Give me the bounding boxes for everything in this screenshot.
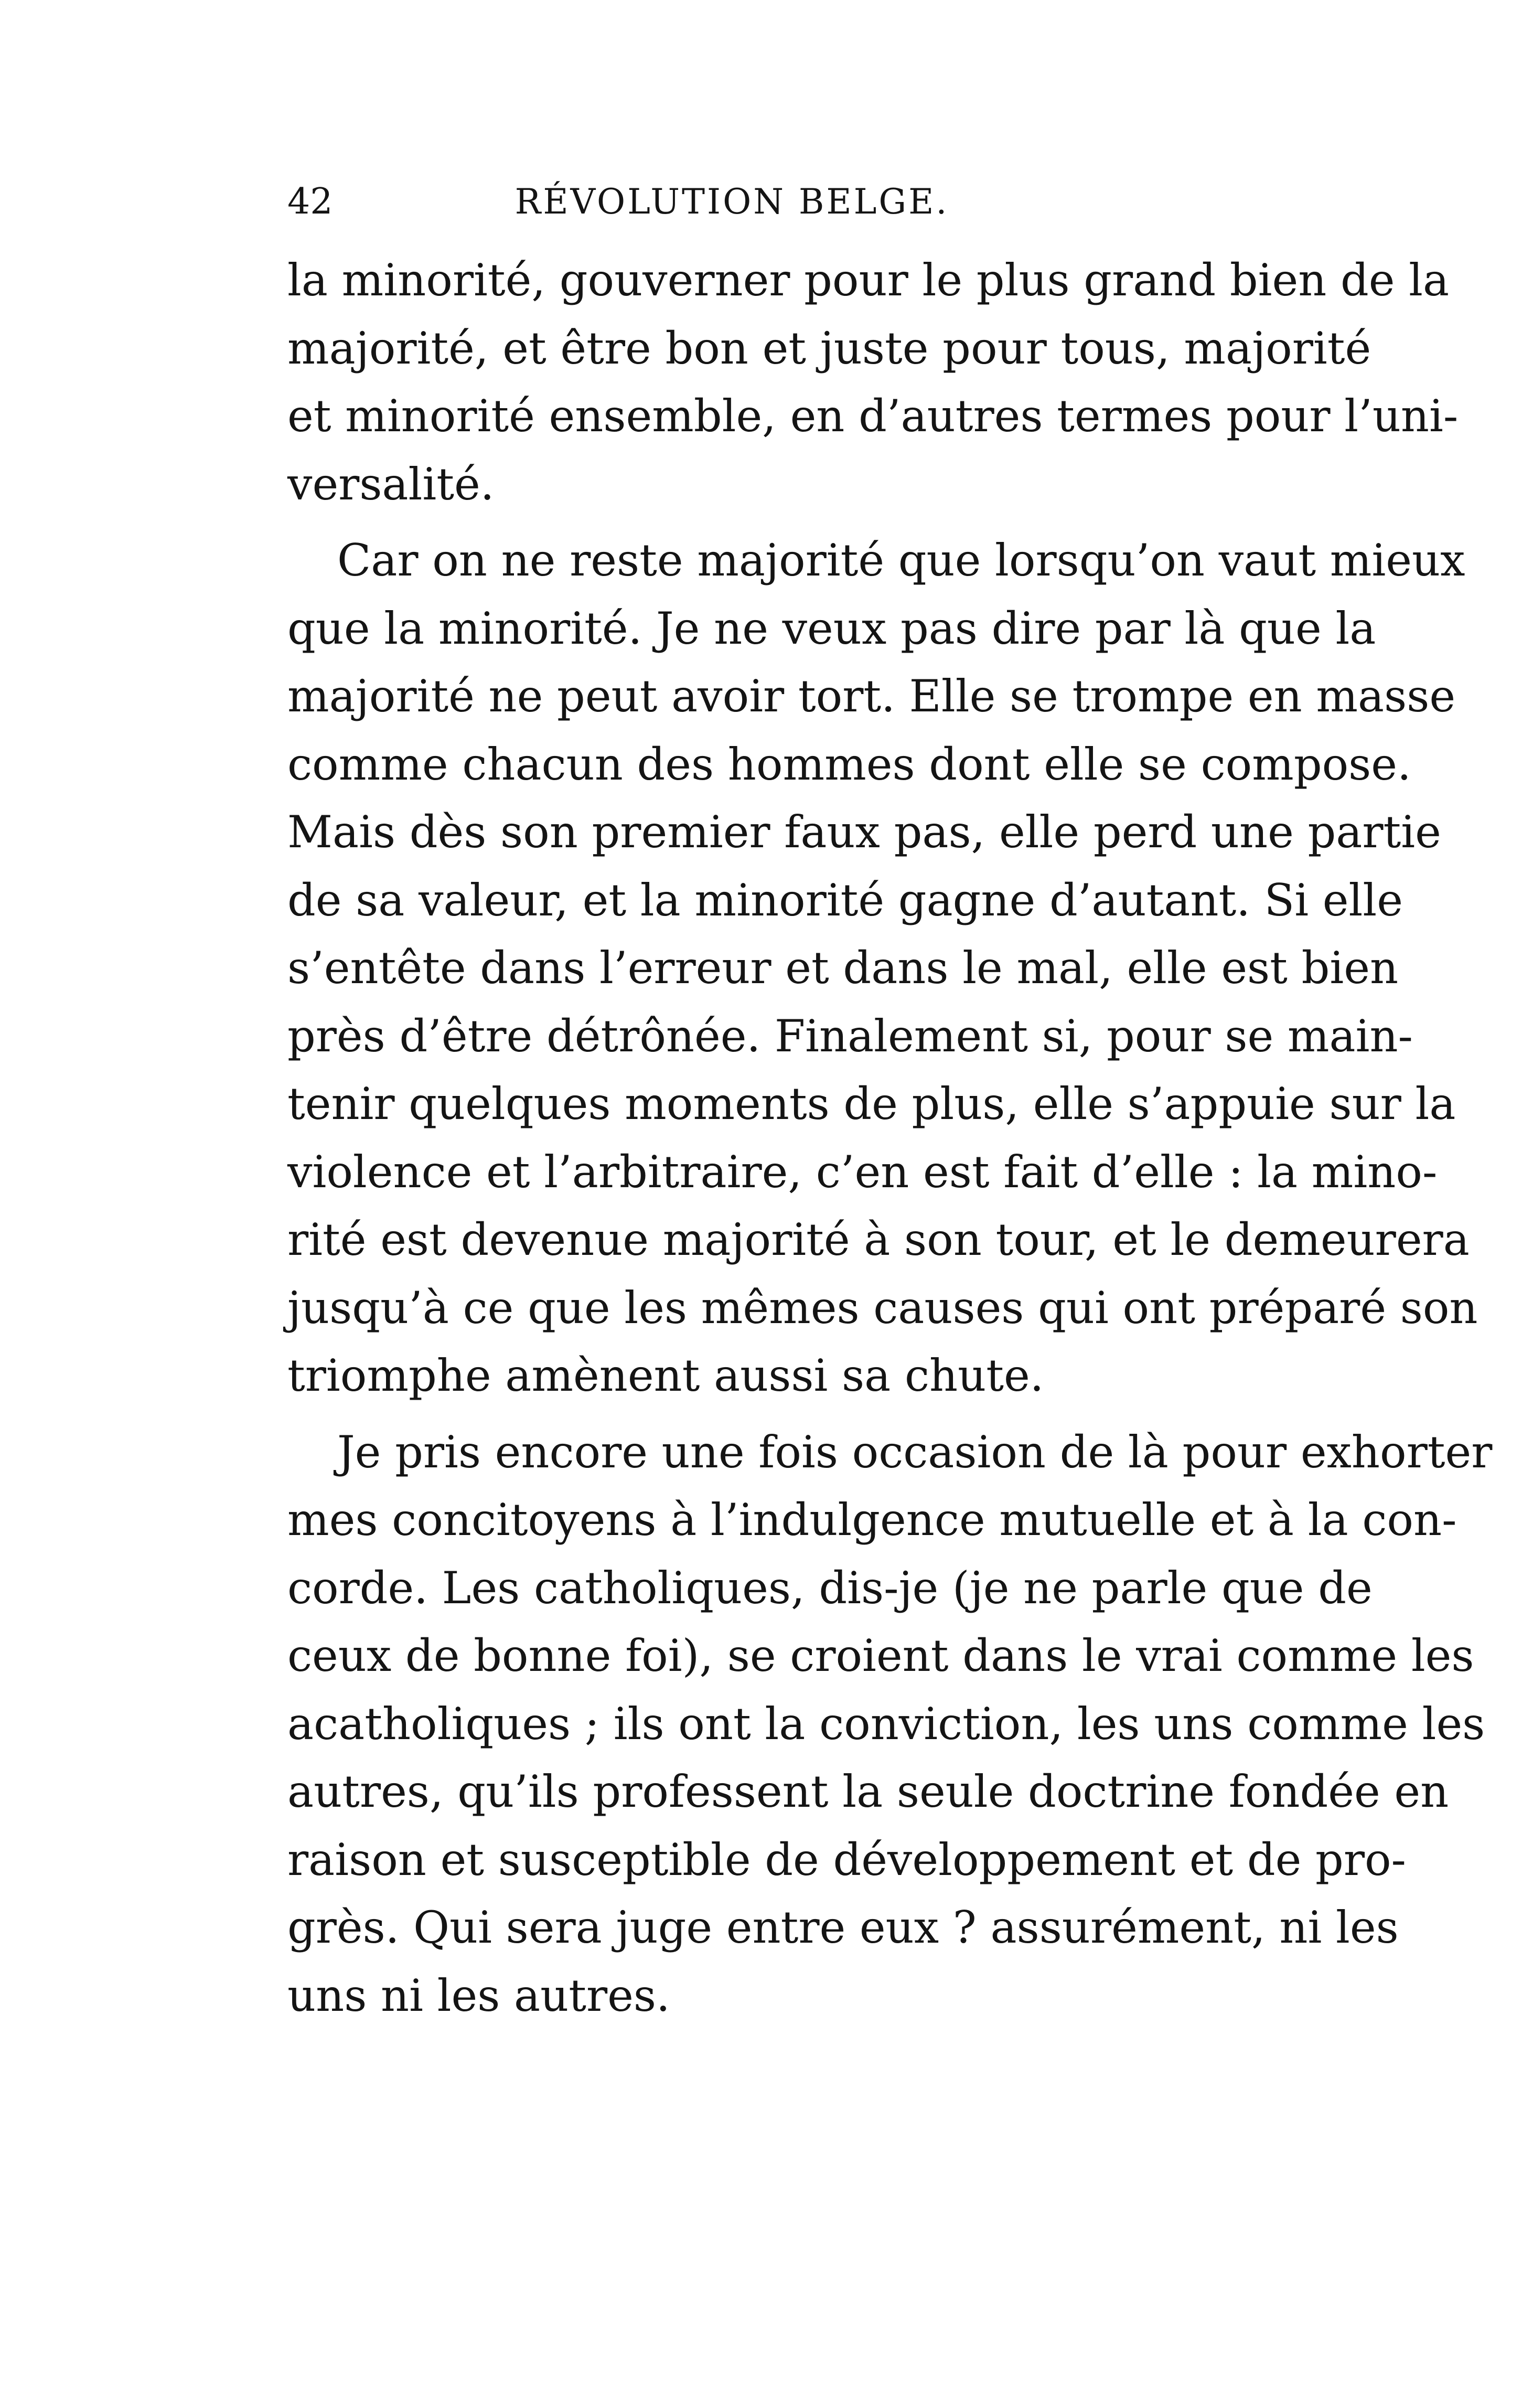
text-line: jusqu’à ce que les mêmes causes qui ont préparé son (287, 1282, 1478, 1334)
text-line: violence et l’arbitraire, c’en est fait d’elle : la mino- (287, 1146, 1438, 1198)
text-line: acatholiques ; ils ont la conviction, les uns comme les (287, 1698, 1485, 1750)
text-line: ceux de bonne foi), se croient dans le vrai comme les (287, 1630, 1474, 1681)
running-title: RÉVOLUTION BELGE. (515, 182, 949, 222)
text-line: grès. Qui sera juge entre eux ? assurément, ni les (287, 1902, 1399, 1953)
text-line: Je pris encore une fois occasion de là pour exhorter (337, 1426, 1493, 1478)
page-header (287, 173, 1074, 231)
text-line: Mais dès son premier faux pas, elle perd une partie (287, 806, 1441, 858)
text-line: comme chacun des hommes dont elle se compose. (287, 738, 1411, 790)
text-line: la minorité, gouverner pour le plus grand bien de la (287, 254, 1450, 306)
text-line: tenir quelques moments de plus, elle s’appuie sur la (287, 1078, 1456, 1130)
text-line: près d’être détrônée. Finalement si, pour se main- (287, 1010, 1413, 1062)
text-line: Car on ne reste majorité que lorsqu’on vaut mieux (337, 535, 1465, 586)
text-line: s’entête dans l’erreur et dans le mal, elle est bien (287, 942, 1399, 994)
text-line: mes concitoyens à l’indulgence mutuelle et à la con- (287, 1494, 1457, 1546)
text-line: raison et susceptible de développement et de pro- (287, 1834, 1406, 1885)
text-line: versalité. (287, 458, 495, 510)
page-number: 42 (287, 181, 333, 222)
text-line: majorité, et être bon et juste pour tous, majorité (287, 322, 1371, 374)
text-line: rité est devenue majorité à son tour, et le demeurera (287, 1214, 1470, 1265)
paragraph-gap (287, 518, 1368, 527)
text-line: uns ni les autres. (287, 1969, 670, 2021)
text-line: de sa valeur, et la minorité gagne d’autant. Si elle (287, 874, 1403, 926)
text-line: que la minorité. Je ne veux pas dire par là que la (287, 602, 1376, 654)
text-line: triomphe amènent aussi sa chute. (287, 1350, 1044, 1401)
text-line: corde. Les catholiques, dis-je (je ne parle que de (287, 1562, 1373, 1614)
text-line: autres, qu’ils professent la seule doctrine fondée en (287, 1766, 1449, 1817)
body-text (287, 247, 1493, 2030)
text-line: et minorité ensemble, en d’autres termes pour l’uni- (287, 390, 1459, 442)
text-line: majorité ne peut avoir tort. Elle se trompe en masse (287, 670, 1456, 722)
paragraph-gap (287, 1410, 1368, 1419)
